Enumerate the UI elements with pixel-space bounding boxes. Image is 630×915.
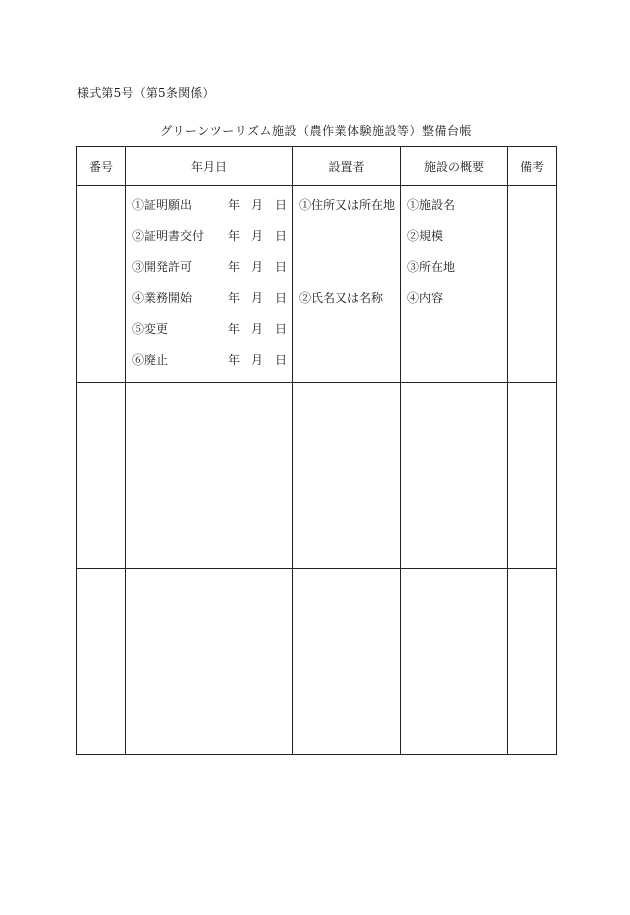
date-cell[interactable] — [126, 383, 293, 569]
date-label: ⑥廃止 — [132, 353, 169, 367]
ledger-table — [76, 146, 557, 755]
setter-name-label: ②氏名又は名称 — [299, 291, 384, 305]
form-number: 様式第5号（第5条関係） — [77, 86, 215, 100]
setter-cell[interactable] — [293, 186, 401, 383]
header-row — [77, 147, 557, 186]
facility-overview-cell[interactable] — [401, 383, 508, 569]
facility-overview-cell[interactable] — [401, 569, 508, 755]
year-label: 年 — [228, 229, 241, 243]
header-remarks: 備考 — [508, 147, 557, 186]
header-date: 年月日 — [126, 147, 293, 186]
day-label: 日 — [275, 291, 288, 305]
date-line-business-start — [126, 289, 292, 320]
remarks-cell[interactable] — [508, 383, 557, 569]
month-label: 月 — [251, 198, 264, 212]
day-label: 日 — [275, 322, 288, 336]
month-label: 月 — [251, 260, 264, 274]
date-line-application — [126, 196, 292, 227]
table-row — [77, 186, 557, 383]
facility-name-label: ①施設名 — [407, 198, 456, 212]
date-line-change — [126, 320, 292, 351]
date-line-development-permit — [126, 258, 292, 289]
date-line-abolition — [126, 351, 292, 382]
facility-overview-cell[interactable] — [401, 186, 508, 383]
facility-scale-label: ②規模 — [407, 229, 444, 243]
header-setter: 設置者 — [293, 147, 401, 186]
date-label: ⑤変更 — [132, 322, 169, 336]
date-cell[interactable] — [126, 186, 293, 383]
day-label: 日 — [275, 198, 288, 212]
date-label: ①証明願出 — [132, 198, 193, 212]
remarks-cell[interactable] — [508, 569, 557, 755]
date-label: ③開発許可 — [132, 260, 193, 274]
setter-cell[interactable] — [293, 569, 401, 755]
month-label: 月 — [251, 353, 264, 367]
setter-address-label: ①住所又は所在地 — [299, 198, 396, 212]
day-label: 日 — [275, 260, 288, 274]
header-facility-overview: 施設の概要 — [401, 147, 508, 186]
month-label: 月 — [251, 322, 264, 336]
table-row — [77, 569, 557, 755]
remarks-cell[interactable] — [508, 186, 557, 383]
table-row — [77, 383, 557, 569]
date-cell[interactable] — [126, 569, 293, 755]
date-label: ②証明書交付 — [132, 229, 205, 243]
year-label: 年 — [228, 291, 241, 305]
document-title: グリーンツーリズム施設（農作業体験施設等）整備台帳 — [159, 124, 473, 138]
facility-location-label: ③所在地 — [407, 260, 456, 274]
number-cell[interactable] — [77, 383, 126, 569]
number-cell[interactable] — [77, 569, 126, 755]
date-line-certificate-issued — [126, 227, 292, 258]
day-label: 日 — [275, 353, 288, 367]
year-label: 年 — [228, 322, 241, 336]
year-label: 年 — [228, 353, 241, 367]
setter-cell[interactable] — [293, 383, 401, 569]
year-label: 年 — [228, 260, 241, 274]
header-number: 番号 — [77, 147, 126, 186]
month-label: 月 — [251, 291, 264, 305]
month-label: 月 — [251, 229, 264, 243]
number-cell[interactable] — [77, 186, 126, 383]
facility-content-label: ④内容 — [407, 291, 444, 305]
day-label: 日 — [275, 229, 288, 243]
date-label: ④業務開始 — [132, 291, 193, 305]
year-label: 年 — [228, 198, 241, 212]
